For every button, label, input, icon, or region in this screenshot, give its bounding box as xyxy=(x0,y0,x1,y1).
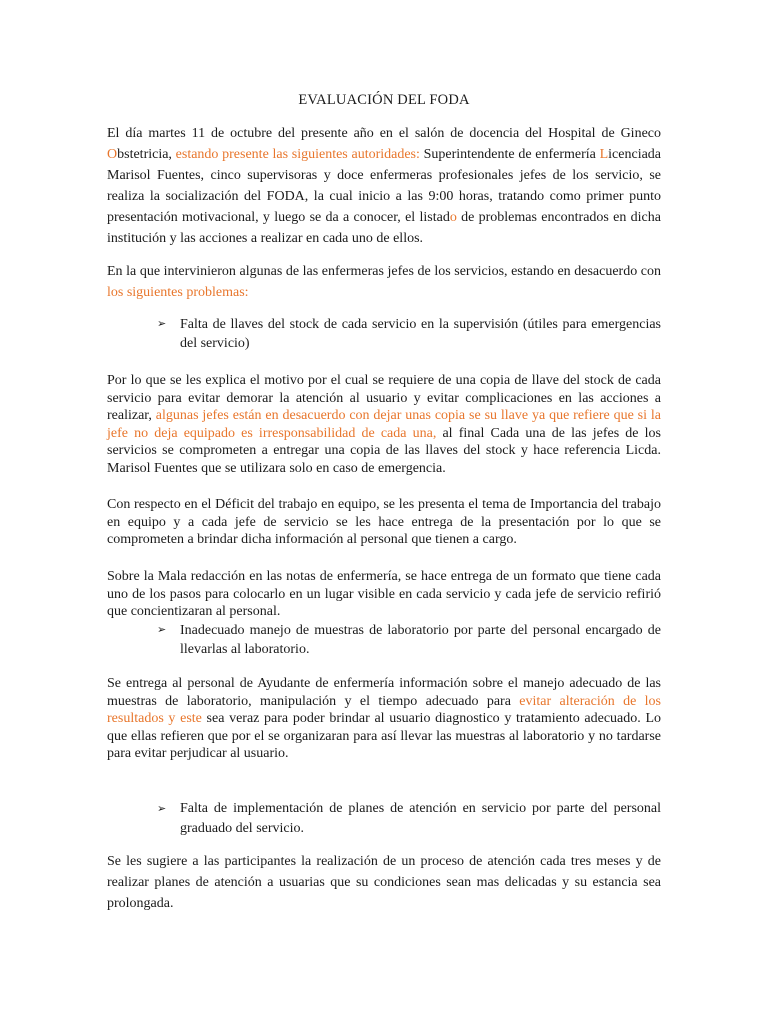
text-run: El día martes 11 de octubre del presente año en el salón de docencia del Hospital de Gineco xyxy=(107,126,661,141)
text-run: Se entrega al personal de Ayudante de enfermería información sobre el manejo adecuado de las muestras de laboratorio, manipulación y el tiempo adecuado para xyxy=(107,676,661,709)
arrow-bullet-icon: ➢ xyxy=(157,318,167,330)
text-run: al final Cada una de las jefes de los servicios se comprometen a entregar una copia de las llaves del stock y hace referencia Licda. Marisol Fuentes que se utilizara solo en caso de emergencia. xyxy=(107,425,661,476)
text-run: Superintendente de enfermería xyxy=(419,147,600,162)
page-title: EVALUACIÓN DEL FODA xyxy=(298,92,470,108)
paragraph-intro xyxy=(107,123,661,249)
text-run: de problemas encontrados en dicha institución y las acciones a realizar en cada uno de ellos. xyxy=(107,210,661,246)
paragraph-nursing-notes: Sobre la Mala redacción en las notas de enfermería, se hace entrega de un formato que tiene cada uno de los pasos para colocarlo en un lugar visible en cada servicio y cada jefe de servicio refirió que concientizaran al personal. xyxy=(107,569,661,619)
highlight-run: evitar alteración de los resultados y este xyxy=(107,693,661,726)
paragraph-teamwork: Con respecto en el Déficit del trabajo en equipo, se les presenta el tema de Importancia del trabajo en equipo y a cada jefe de servicio se les hace entrega de la presentación por lo que se comprometen a brindar dicha información al personal que tienen a cargo. xyxy=(107,497,661,547)
arrow-bullet-icon: ➢ xyxy=(157,624,167,636)
bullet-item-lab-samples xyxy=(157,621,661,659)
text-run: Por lo que se les explica el motivo por el cual se requiere de una copia de llave del stock de cada servicio para evitar demorar la atención al usuario y evitar complicaciones en las acciones a realizar, xyxy=(107,373,661,423)
text-run: icenciada Marisol Fuentes, cinco supervisoras y doce enfermeras profesionales jefes de los servicio, se realiza la socialización del FODA, la cual inicio a las 9:00 horas, tratando como primer punto presentación motivacional, y luego se da a conocer, el listad xyxy=(107,147,662,225)
text-run: sea veraz para poder brindar al usuario diagnostico y tratamiento adecuado. Lo que ellas refieren que por el se organizaran para así llevar las muestras al laboratorio y no tardarse para evitar perjudicar al usuario. xyxy=(107,711,661,761)
highlight-run: L xyxy=(599,147,609,162)
bullet-text: Falta de implementación de planes de atención en servicio por parte del personal graduado del servicio. xyxy=(180,801,661,836)
paragraph-problems xyxy=(107,261,661,303)
paragraph-lab-handling xyxy=(107,675,661,763)
bullet-text: Falta de llaves del stock de cada servicio en la supervisión (útiles para emergencias del servicio) xyxy=(180,317,661,351)
text-run: bstetricia, xyxy=(117,147,176,162)
highlight-run: los siguientes problemas: xyxy=(107,285,249,300)
paragraph-suggestions: Se les sugiere a las participantes la realización de un proceso de atención cada tres meses y de realizar planes de atención a usuarias que su condiciones sean mas delicadas y su estancia sea prolongada. xyxy=(107,854,661,911)
text-run: En la que intervinieron algunas de las enfermeras jefes de los servicios, estando en desacuerdo con xyxy=(107,264,661,279)
paragraph-keys-explanation xyxy=(107,372,661,477)
arrow-bullet-icon: ➢ xyxy=(157,803,167,815)
bullet-text: Inadecuado manejo de muestras de laboratorio por parte del personal encargado de llevarlas al laboratorio. xyxy=(180,623,661,657)
highlight-run: estando presente las siguientes autoridades: xyxy=(175,147,420,162)
bullet-item-keys xyxy=(157,315,661,353)
bullet-item-care-plans xyxy=(157,799,661,839)
highlight-run: algunas jefes están en desacuerdo con dejar unas copia se su llave ya que refiere que si la jefe no deja equipado es irresponsabilidad de cada una, xyxy=(107,408,661,441)
highlight-run: O xyxy=(107,147,118,162)
highlight-run: o xyxy=(449,210,457,225)
